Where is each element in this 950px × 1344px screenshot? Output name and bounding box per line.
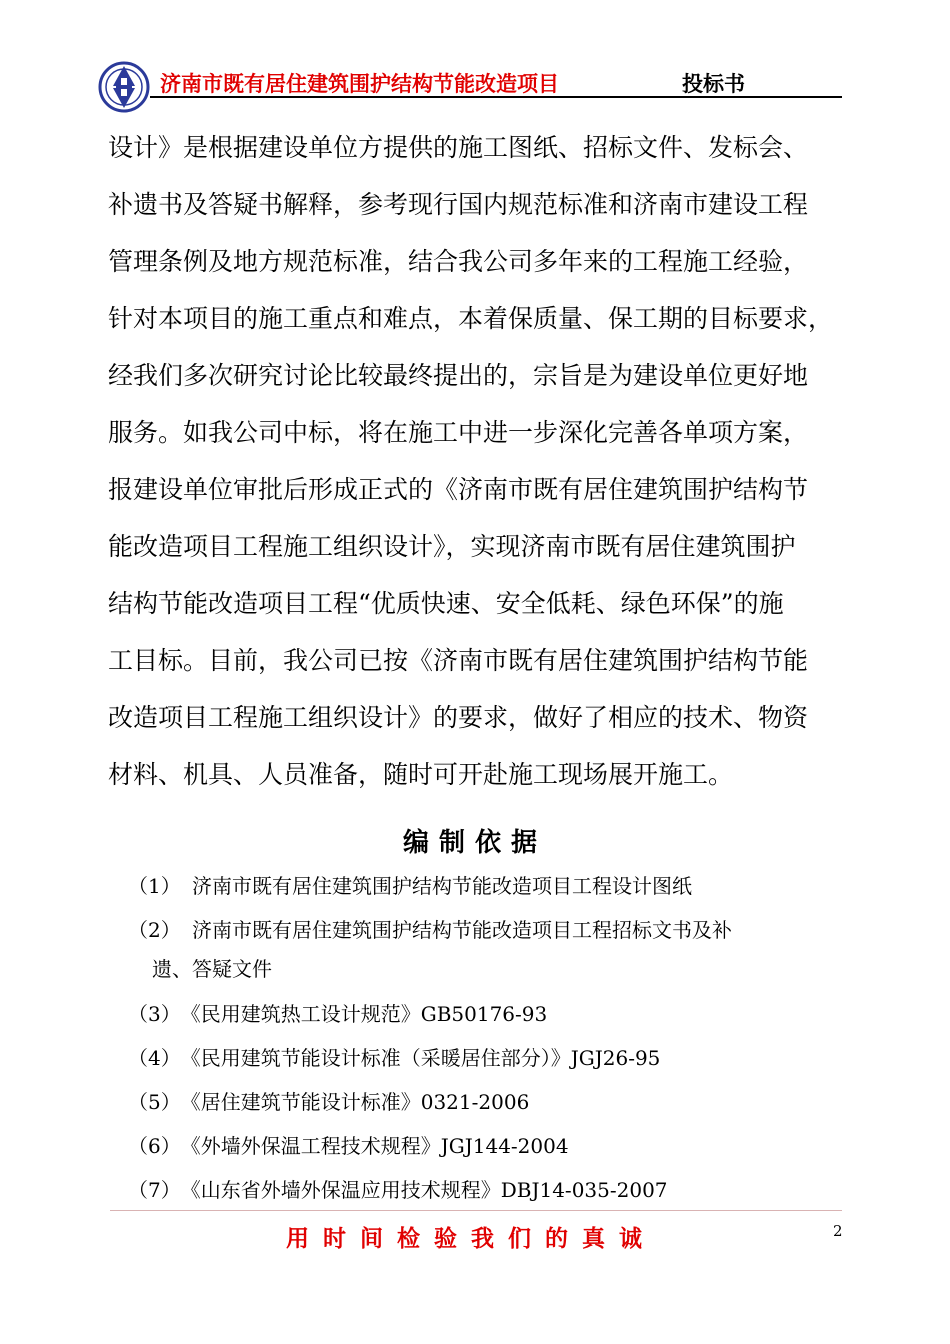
header-title: 济南市既有居住建筑围护结构节能改造项目 <box>160 72 559 96</box>
reference-item <box>128 912 858 996</box>
page-number: 2 <box>833 1222 843 1240</box>
reference-number: （7） <box>128 1178 181 1202</box>
reference-item <box>128 868 858 912</box>
reference-number: （2） <box>128 918 181 942</box>
reference-text: 《山东省外墙外保温应用技术规程》DBJ14-035-2007 <box>180 1178 668 1202</box>
paragraph-line: 材料、机具、人员准备，随时可开赴施工现场展开施工。 <box>108 760 734 789</box>
footer-divider <box>110 1210 842 1211</box>
reference-item <box>128 1040 858 1084</box>
reference-number: （4） <box>128 1046 181 1070</box>
section-title: 编制依据 <box>402 828 547 858</box>
reference-item <box>128 996 858 1040</box>
paragraph-line: 报建设单位审批后形成正式的《济南市既有居住建筑围护结构节 <box>108 475 809 504</box>
paragraph-line: 改造项目工程施工组织设计》的要求，做好了相应的技术、物资 <box>108 703 809 732</box>
header-doc-type: 投标书 <box>682 72 745 96</box>
company-logo-icon <box>97 60 151 114</box>
reference-number: （5） <box>128 1090 181 1114</box>
reference-text: 《外墙外保温工程技术规程》JGJ144-2004 <box>180 1134 569 1158</box>
paragraph-line: 服务。如我公司中标，将在施工中进一步深化完善各单项方案， <box>108 418 809 447</box>
reference-number: （3） <box>128 1002 181 1026</box>
reference-list <box>128 868 858 1216</box>
reference-number: （6） <box>128 1134 181 1158</box>
reference-text-continued: 遗、答疑文件 <box>152 957 272 981</box>
header-divider <box>150 96 842 98</box>
reference-text: 济南市既有居住建筑围护结构节能改造项目工程招标文书及补 <box>192 918 732 942</box>
reference-text: 济南市既有居住建筑围护结构节能改造项目工程设计图纸 <box>192 874 692 898</box>
reference-text: 《居住建筑节能设计标准》0321-2006 <box>180 1090 530 1114</box>
reference-text: 《民用建筑热工设计规范》GB50176-93 <box>180 1002 548 1026</box>
paragraph-line: 能改造项目工程施工组织设计》，实现济南市既有居住建筑围护 <box>108 532 796 561</box>
paragraph-line: 设计》是根据建设单位方提供的施工图纸、招标文件、发标会、 <box>108 133 809 162</box>
paragraph-line: 补遗书及答疑书解释，参考现行国内规范标准和济南市建设工程 <box>108 190 809 219</box>
paragraph-line: 管理条例及地方规范标准，结合我公司多年来的工程施工经验， <box>108 247 809 276</box>
reference-text: 《民用建筑节能设计标准（采暖居住部分）》JGJ26-95 <box>180 1046 661 1070</box>
paragraph-line: 结构节能改造项目工程“优质快速、安全低耗、绿色环保”的施 <box>108 589 784 618</box>
reference-number: （1） <box>128 874 181 898</box>
body-paragraph <box>108 124 838 808</box>
paragraph-line: 经我们多次研究讨论比较最终提出的，宗旨是为建设单位更好地 <box>108 361 809 390</box>
reference-item <box>128 1128 858 1172</box>
reference-item <box>128 1084 858 1128</box>
paragraph-line: 针对本项目的施工重点和难点，本着保质量、保工期的目标要求， <box>108 304 834 333</box>
footer-motto: 用时间检验我们的真诚 <box>286 1226 656 1252</box>
paragraph-line: 工目标。目前，我公司已按《济南市既有居住建筑围护结构节能 <box>108 646 809 675</box>
